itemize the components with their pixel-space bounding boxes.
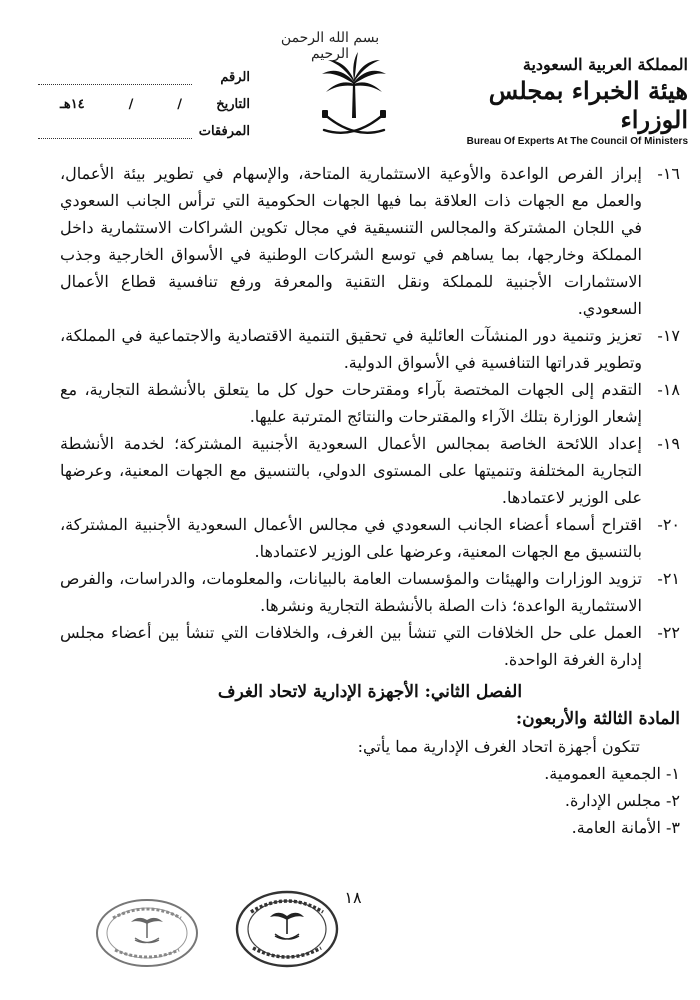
sub-list-item: ١- الجمعية العمومية. — [544, 764, 680, 783]
ref-line — [38, 70, 192, 85]
letterhead — [448, 55, 688, 147]
date-year: ١٤هـ — [60, 97, 85, 112]
list-item — [60, 619, 680, 673]
attachments-label: المرفقات — [198, 124, 250, 139]
official-stamp — [95, 898, 199, 968]
item-text: العمل على حل الخلافات التي تنشأ بين الغرف، والخلافات التي تنشأ بين أعضاء مجلس إدارة الغرفة الواحدة. — [60, 623, 642, 669]
sub-list-item: ٢- مجلس الإدارة. — [564, 791, 680, 810]
attachments-line — [38, 124, 192, 139]
item-number: ١٨- — [657, 380, 680, 399]
item-text: تزويد الوزارات والهيئات والمؤسسات العامة بالبيانات، والمعلومات، والدراسات، والفرص الاستثمارية الواعدة؛ ذات الصلة بالأنشطة التجارية ونشرها. — [60, 569, 642, 615]
ref-label: الرقم — [220, 70, 250, 85]
item-text: التقدم إلى الجهات المختصة بآراء ومقترحات حول كل ما يتعلق بالأنشطة التجارية، مع إشعار الوزارة بتلك الآراء والمقترحات والنتائج المترتبة عليها. — [60, 380, 642, 426]
list-item — [60, 430, 680, 511]
official-stamp — [235, 890, 339, 968]
article-title: المادة الثالثة والأربعون: — [515, 709, 680, 729]
sub-list-item: ٣- الأمانة العامة. — [571, 818, 680, 837]
palm-swords-emblem — [318, 52, 390, 144]
page-number: ١٨ — [344, 888, 362, 907]
item-number: ١٦- — [657, 164, 680, 183]
basmala: بسم الله الرحمن الرحيم — [280, 30, 380, 62]
article-intro: تتكون أجهزة اتحاد الغرف الإدارية مما يأتي: — [357, 737, 640, 756]
list-item — [60, 376, 680, 430]
item-number: ٢١- — [657, 569, 680, 588]
reference-fields — [30, 58, 250, 139]
item-number: ٢٢- — [657, 623, 680, 642]
date-sep-2: / — [128, 97, 134, 112]
bureau-name-english: Bureau Of Experts At The Council Of Ministers — [466, 136, 688, 147]
item-number: ١٧- — [657, 326, 680, 345]
item-number: ٢٠- — [657, 515, 680, 534]
item-number: ١٩- — [657, 434, 680, 453]
kingdom-name: المملكة العربية السعودية — [522, 55, 688, 74]
list-item — [60, 322, 680, 376]
item-text: اقتراح أسماء أعضاء الجانب السعودي في مجالس الأعمال السعودية الأجنبية المشتركة، بالتنسيق مع الجهات المعنية، وعرضها على الوزير لاعتمادها. — [60, 515, 642, 561]
item-text: تعزيز وتنمية دور المنشآت العائلية في تحقيق التنمية الاقتصادية والاجتماعية في المملكة، وتطوير قدراتها التنافسية في الأسواق الدولية. — [60, 326, 642, 372]
item-text: إعداد اللائحة الخاصة بمجالس الأعمال السعودية الأجنبية المشتركة؛ لخدمة الأنشطة التجارية المختلفة وتنميتها على المستوى الدولي، بالتنسيق مع الجهات المعنية، وعرضها على الوزير لاعتمادها. — [60, 434, 643, 507]
list-item — [60, 565, 680, 619]
item-text: إبراز الفرص الواعدة والأوعية الاستثمارية المتاحة، والإسهام في تطوير بيئة الأعمال، والعمل مع الجهات ذات العلاقة بما فيها الجهات الحكومية التي ترأس الجانب السعودي في اللجان المشتركة والمجالس التنسيقية في مجال تكوين الشراكات الاستثمارية داخل المملكة وخارجها، بما يساهم في توسع الشركات الوطنية في الأسواق الخارجية وجذب الاستثمارات الأجنبية للمملكة ونقل التقنية والمعرفة ورفع تنافسية قطاع الأعمال السعودي. — [60, 164, 642, 318]
date-value — [30, 97, 192, 112]
document-body — [60, 160, 680, 841]
date-sep-1: / — [177, 97, 182, 112]
list-item — [60, 160, 680, 322]
date-label: التاريخ — [216, 97, 250, 112]
section-title: الفصل الثاني: الأجهزة الإدارية لاتحاد الغرف — [217, 682, 523, 702]
bureau-name-arabic: هيئة الخبراء بمجلس الوزراء — [488, 76, 688, 134]
list-item — [60, 511, 680, 565]
